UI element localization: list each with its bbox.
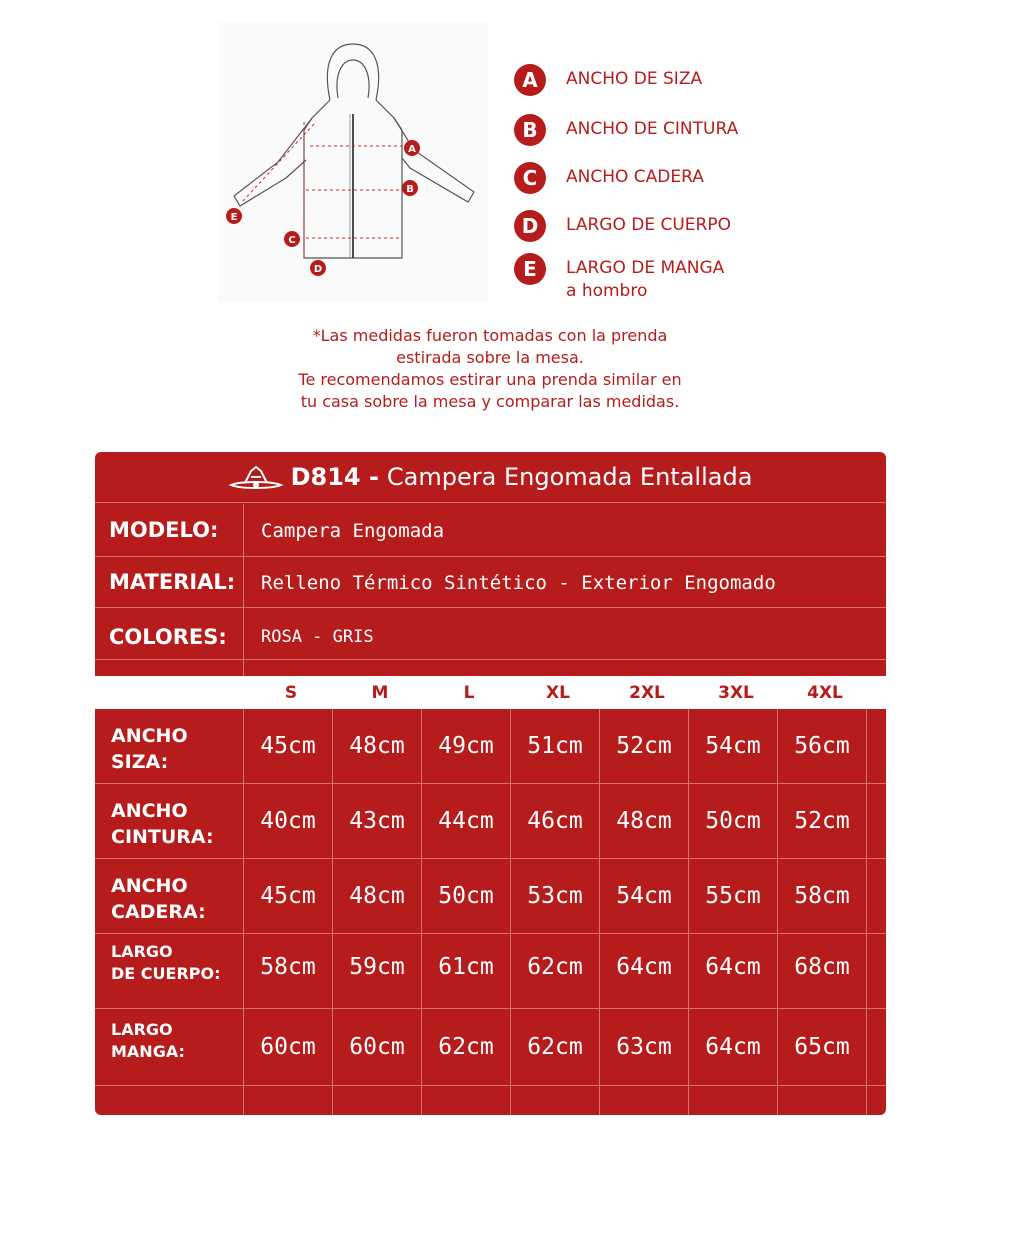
material-value: Relleno Térmico Sintético - Exterior Engomado: [261, 572, 776, 594]
row-label-line2: SIZA:: [111, 751, 169, 773]
cell-cintura-4xl: 52cm: [794, 808, 850, 834]
jacket-sketch-icon: [218, 22, 488, 302]
cell-manga-m: 60cm: [349, 1034, 405, 1060]
cell-cadera-l: 50cm: [438, 883, 494, 909]
marker-c-text: C: [288, 235, 296, 246]
size-header-m: M: [371, 682, 389, 703]
legend-item-c: [514, 162, 704, 194]
cell-cadera-xl: 53cm: [527, 883, 583, 909]
marker-b-text: B: [406, 184, 414, 195]
cell-manga-s: 60cm: [260, 1034, 316, 1060]
row-label-line1: ANCHO: [111, 800, 188, 822]
cell-manga-3xl: 64cm: [705, 1034, 761, 1060]
measure-row-ancho-cintura: [95, 784, 886, 859]
cell-cintura-l: 44cm: [438, 808, 494, 834]
cell-siza-3xl: 54cm: [705, 733, 761, 759]
colores-label: COLORES:: [109, 625, 227, 649]
cell-cadera-2xl: 54cm: [616, 883, 672, 909]
cell-cintura-s: 40cm: [260, 808, 316, 834]
row-label-line1: ANCHO: [111, 875, 188, 897]
cell-cintura-3xl: 50cm: [705, 808, 761, 834]
row-label-largo-cuerpo: [111, 941, 221, 985]
row-label-line1: ANCHO: [111, 725, 188, 747]
size-header-row: [95, 676, 886, 709]
marker-e-text: E: [230, 212, 238, 223]
legend-label-a: ANCHO DE SIZA: [566, 69, 703, 89]
cell-cintura-2xl: 48cm: [616, 808, 672, 834]
grid-divider: [866, 709, 867, 1115]
marker-d-text: D: [313, 264, 323, 275]
legend-label-e-line2: a hombro: [566, 281, 648, 301]
cell-manga-xl: 62cm: [527, 1034, 583, 1060]
legend-badge-b: B: [514, 114, 546, 146]
legend-label-e: [566, 253, 724, 303]
product-name: Campera Engomada Entallada: [386, 463, 753, 491]
legend-item-b: [514, 114, 738, 146]
note-line-1: *Las medidas fueron tomadas con la prenda: [312, 326, 668, 345]
info-divider: [243, 504, 244, 676]
cell-cuerpo-m: 59cm: [349, 954, 405, 980]
size-header-3xl: 3XL: [718, 682, 754, 703]
cell-siza-l: 49cm: [438, 733, 494, 759]
legend-item-d: [514, 210, 731, 242]
grid-divider: [332, 709, 333, 1115]
grid-divider: [599, 709, 600, 1115]
grid-divider: [510, 709, 511, 1115]
row-label-line2: DE CUERPO:: [111, 964, 221, 983]
cell-cuerpo-xl: 62cm: [527, 954, 583, 980]
legend-badge-e: E: [514, 253, 546, 285]
cell-cadera-m: 48cm: [349, 883, 405, 909]
cell-siza-s: 45cm: [260, 733, 316, 759]
legend-badge-a: A: [514, 64, 546, 96]
row-label-largo-manga: [111, 1019, 185, 1063]
row-label-ancho-cintura: [111, 798, 214, 850]
size-header-2xl: 2XL: [629, 682, 665, 703]
note-line-3: Te recomendamos estirar una prenda similar en: [298, 370, 682, 389]
cell-cadera-4xl: 58cm: [794, 883, 850, 909]
cell-siza-4xl: 56cm: [794, 733, 850, 759]
cell-cuerpo-2xl: 64cm: [616, 954, 672, 980]
row-label-line2: MANGA:: [111, 1042, 185, 1061]
legend-item-e: [514, 253, 724, 303]
modelo-value: Campera Engomada: [261, 520, 445, 542]
legend-label-c: ANCHO CADERA: [566, 167, 704, 187]
cell-siza-xl: 51cm: [527, 733, 583, 759]
info-row-material: [95, 556, 886, 608]
size-header-4xl: 4XL: [807, 682, 843, 703]
product-code: D814 -: [290, 463, 379, 491]
cell-siza-2xl: 52cm: [616, 733, 672, 759]
note-line-4: tu casa sobre la mesa y comparar las medidas.: [300, 392, 680, 411]
measure-row-ancho-siza: [95, 709, 886, 784]
size-header-s: S: [284, 682, 298, 703]
cell-cadera-s: 45cm: [260, 883, 316, 909]
row-label-line1: LARGO: [111, 942, 173, 961]
cell-cintura-xl: 46cm: [527, 808, 583, 834]
measure-row-largo-manga: [95, 1009, 886, 1086]
row-label-ancho-cadera: [111, 873, 206, 925]
legend-badge-c: C: [514, 162, 546, 194]
material-label: MATERIAL:: [109, 570, 236, 594]
cell-cuerpo-l: 61cm: [438, 954, 494, 980]
cell-cuerpo-s: 58cm: [260, 954, 316, 980]
measure-row-largo-cuerpo: [95, 934, 886, 1009]
measure-row-ancho-cadera: [95, 859, 886, 934]
product-title-bar: [95, 452, 886, 503]
grid-divider: [243, 709, 244, 1115]
cell-siza-m: 48cm: [349, 733, 405, 759]
cell-cintura-m: 43cm: [349, 808, 405, 834]
legend-label-d: LARGO DE CUERPO: [566, 215, 731, 235]
cell-manga-2xl: 63cm: [616, 1034, 672, 1060]
grid-divider: [777, 709, 778, 1115]
legend-label-b: ANCHO DE CINTURA: [566, 119, 739, 139]
info-row-colores: [95, 608, 886, 660]
colores-value: ROSA - GRIS: [261, 627, 374, 647]
size-header-l: L: [463, 682, 475, 703]
size-chart-card: [95, 452, 886, 1115]
row-label-ancho-siza: [111, 723, 188, 775]
grid-divider: [688, 709, 689, 1115]
note-line-2: estirada sobre la mesa.: [396, 348, 584, 367]
hat-logo-icon: [229, 463, 283, 491]
cell-cuerpo-4xl: 68cm: [794, 954, 850, 980]
modelo-label: MODELO:: [109, 518, 219, 542]
row-label-line2: CINTURA:: [111, 826, 214, 848]
jacket-diagram: [218, 22, 488, 302]
cell-cadera-3xl: 55cm: [705, 883, 761, 909]
row-label-line2: CADERA:: [111, 901, 206, 923]
cell-manga-l: 62cm: [438, 1034, 494, 1060]
size-header-xl: XL: [546, 682, 570, 703]
legend-label-e-line1: LARGO DE MANGA: [566, 258, 725, 278]
row-label-line1: LARGO: [111, 1020, 173, 1039]
cell-cuerpo-3xl: 64cm: [705, 954, 761, 980]
cell-manga-4xl: 65cm: [794, 1034, 850, 1060]
info-row-modelo: [95, 504, 886, 557]
grid-divider: [421, 709, 422, 1115]
legend-badge-d: D: [514, 210, 546, 242]
legend-item-a: [514, 64, 702, 96]
marker-a-text: A: [408, 144, 416, 155]
measurement-note: [230, 325, 750, 413]
